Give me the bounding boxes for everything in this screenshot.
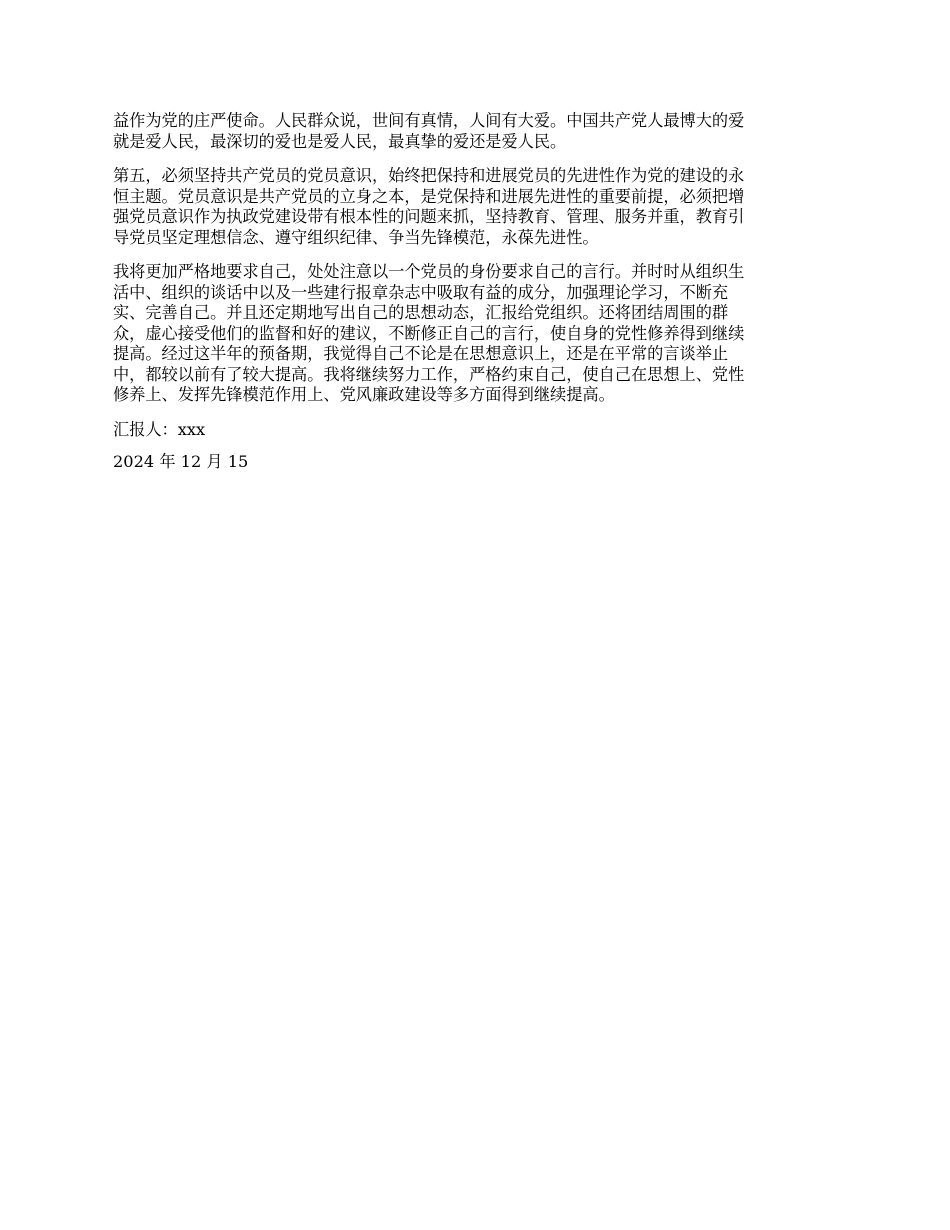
paragraph-line: 益作为党的庄严使命。人民群众说，世间有真情，人间有大爱。中国共产党人最博大的爱 (113, 111, 745, 130)
paragraph-line: 众，虚心接受他们的监督和好的建议，不断修正自己的言行，使自身的党性修养得到继续 (113, 323, 745, 343)
paragraph-line: 强党员意识作为执政党建设带有根本性的问题来抓，坚持教育、管理、服务并重，教育引 (113, 207, 745, 226)
paragraph-line: 活中、组织的谈话中以及一些建行报章杂志中吸取有益的成分，加强理论学习，不断充 (113, 282, 729, 302)
paragraph-fifth-point (113, 166, 840, 248)
paragraph-self-requirement (113, 262, 840, 406)
paragraph-line: 恒主题。党员意识是共产党员的立身之本，是党保持和进展先进性的重要前提，必须把增 (113, 186, 745, 206)
paragraph-line: 我将更加严格地要求自己，处处注意以一个党员的身份要求自己的言行。并时时从组织生 (113, 262, 745, 281)
paragraph-line: 提高。经过这半年的预备期，我觉得自己不论是在思想意识上，还是在平常的言谈举止 (113, 344, 729, 363)
paragraph-line: 导党员坚定理想信念、遵守组织纪律、争当先锋模范，永葆先进性。 (113, 227, 599, 247)
paragraph-line: 就是爱人民，最深切的爱也是爱人民，最真挚的爱还是爱人民。 (113, 131, 567, 151)
document-body (113, 111, 840, 485)
paragraph-line: 修养上、发挥先锋模范作用上、党风廉政建设等多方面得到继续提高。 (113, 385, 615, 404)
paragraph-line: 中，都较以前有了较大提高。我将继续努力工作，严格约束自己，使自己在思想上、党性 (113, 364, 745, 384)
reporter-signature: 汇报人：xxx (113, 419, 206, 439)
report-date: 2024 年 12 月 15 (113, 452, 249, 471)
paragraph-love-people (113, 111, 840, 152)
paragraph-line: 第五，必须坚持共产党员的党员意识，始终把保持和进展党员的先进性作为党的建设的永 (113, 166, 745, 185)
paragraph-line: 实、完善自己。并且还定期地写出自己的思想动态，汇报给党组织。还将团结周围的群 (113, 303, 729, 322)
